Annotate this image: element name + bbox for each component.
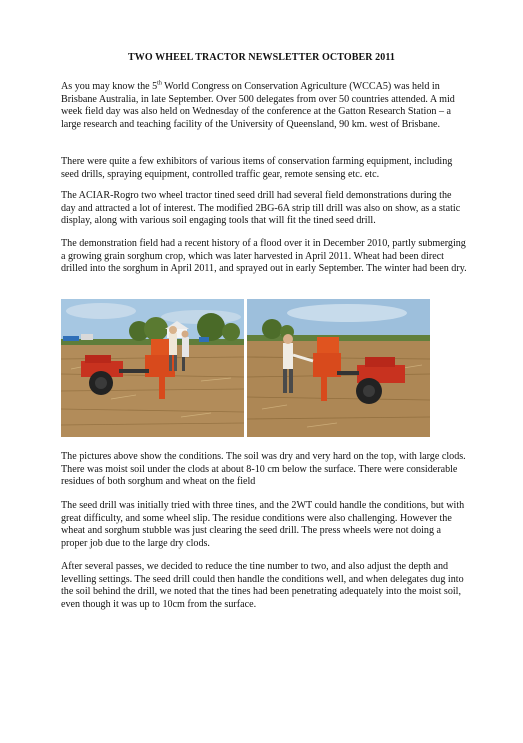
intro-text-end: World Congress on Conservation Agriculture (WCCA5) was held in Brisbane Australia, in late September. Over 500 delegates from over 50 countries attended. A mid week field day was also held on Wednesday of the conference at the Gatton Research Station – a large research and teaching facility of the University of Queensland, 90 km. west of Brisbane.: [61, 81, 455, 130]
paragraph-exhibitors: There were quite a few exhibitors of various items of conservation farming equipment, including seed drills, spraying equipment, controlled traffic gear, remote sensing etc. etc.: [61, 156, 453, 180]
intro-text-start: As you may know the 5: [61, 81, 158, 92]
paragraph-field-history: The demonstration field had a recent history of a flood over it in December 2010, partly submerging a growing grain sorghum crop, which was later harvested in April 2011. Wheat had been direct drilled into the sorghum in April 2011, and sprayed out in early September. The winter had been dry.: [61, 238, 467, 275]
paragraph-initial-trial: The seed drill was initially tried with three tines, and the 2WT could handle the conditions, but with great difficulty, and some wheel slip. The residue conditions were also challenging. However the wheat and sorghum stubble was just clearing the seed drill. The press wheels were not doing a proper job due to the large dry clods.: [61, 500, 465, 549]
ordinal-superscript: th: [157, 80, 162, 87]
field-demo-photo-right: [247, 299, 430, 437]
field-demo-photo-left: [61, 299, 244, 437]
paragraph-adjustments: After several passes, we decided to reduce the tine number to two, and also adjust the depth and levelling settings. The seed drill could then handle the conditions well, and when delegates dug into the soil behind the drill, we noted that the tines had been penetrating adequately into the moist soil, even though it was up to 10cm from the surface.: [61, 561, 464, 610]
paragraph-demonstrations: The ACIAR-Rogro two wheel tractor tined seed drill had several field demonstrations during the day and attracted a lot of interest. The modified 2BG-6A strip till drill was also on show, as a static display, along with various soil engaging tools that will fit the tined seed drill.: [61, 190, 461, 227]
newsletter-title: TWO WHEEL TRACTOR NEWSLETTER OCTOBER 2011: [127, 52, 396, 63]
paragraph-intro: [61, 81, 467, 131]
paragraph-conditions: The pictures above show the conditions. The soil was dry and very hard on the top, with large clods. There was moist soil under the clods at about 8-10 cm below the surface. There were considerable residues of both sorghum and wheat on the field: [61, 451, 466, 488]
